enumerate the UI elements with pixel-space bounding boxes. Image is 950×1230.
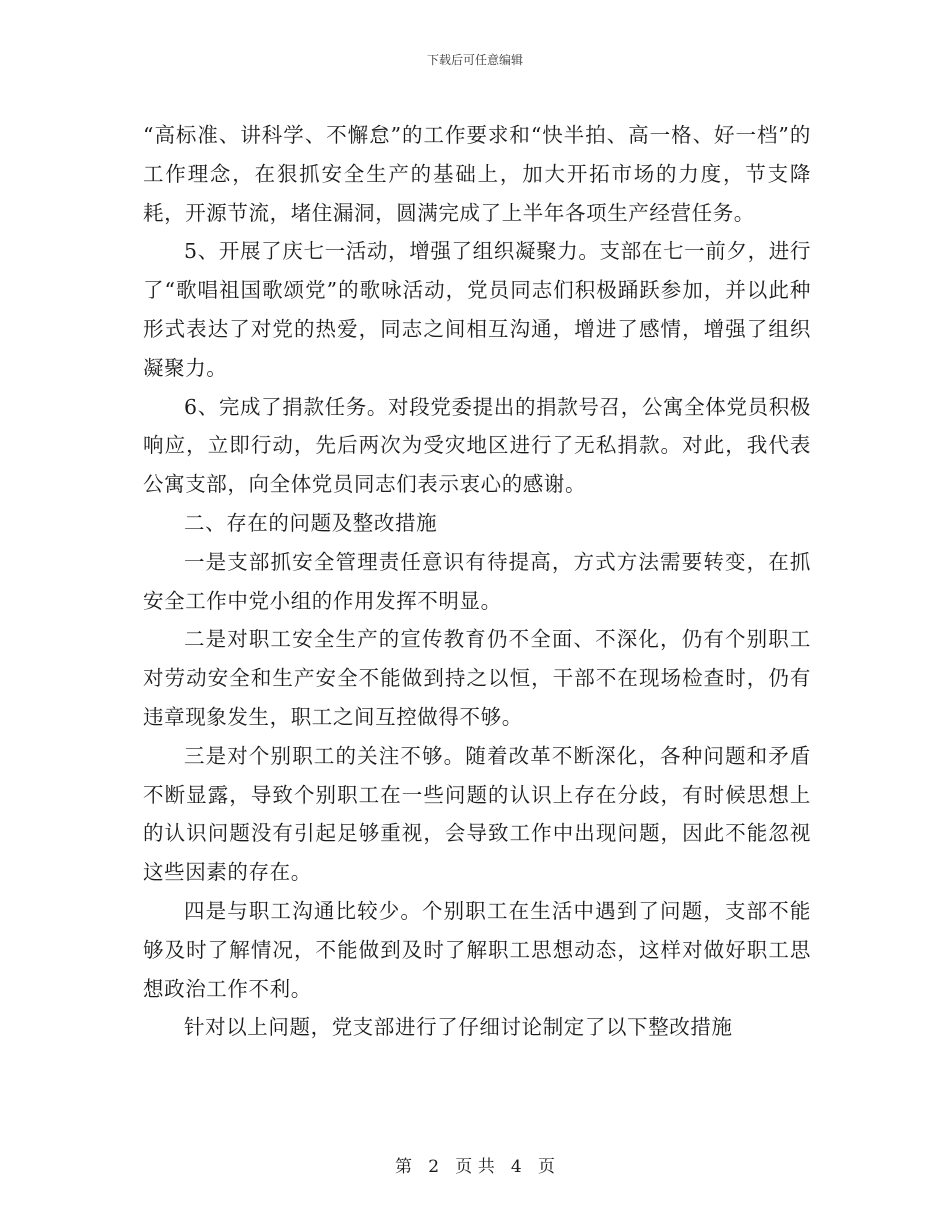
- paragraph-problem-4: 四是与职工沟通比较少。个别职工在生活中遇到了问题，支部不能够及时了解情况，不能做到及时了解职工思想动态，这样对做好职工思想政治工作不利。: [143, 898, 811, 1001]
- paragraph-problem-3: 三是对个别职工的关注不够。随着改革不断深化，各种问题和矛盾不断显露，导致个别职工在一些问题的认识上存在分歧，有时候思想上的认识问题没有引起足够重视，会导致工作中出现问题，因此不能忽视这些因素的存在。: [143, 743, 811, 885]
- page-label-suffix: 页: [537, 1157, 555, 1177]
- paragraph-measures-intro: 针对以上问题，党支部进行了仔细讨论制定了以下整改措施: [184, 1015, 733, 1040]
- section-heading-problems: 二、存在的问题及整改措施: [184, 510, 438, 535]
- paragraph-work-philosophy: “高标准、讲科学、不懈怠”的工作要求和“快半拍、高一格、好一档”的工作理念，在狠抓安全生产的基础上，加大开拓市场的力度，节支降耗，开源节流，堵住漏洞，圆满完成了上半年各项生产经营任务。: [143, 123, 811, 225]
- paragraph-item-6: 6、完成了捐款任务。对段党委提出的捐款号召，公寓全体党员积极响应，立即行动，先后两次为受灾地区进行了无私捐款。对此，我代表公寓支部，向全体党员同志们表示衷心的感谢。: [143, 394, 811, 497]
- header-note: 下载后可任意编辑: [426, 53, 523, 67]
- paragraph-problem-1: 一是支部抓安全管理责任意识有待提高，方式方法需要转变，在抓安全工作中党小组的作用发挥不明显。: [143, 549, 811, 613]
- paragraph-problem-2: 二是对职工安全生产的宣传教育仍不全面、不深化，仍有个别职工对劳动安全和生产安全不能做到持之以恒，干部不在现场检查时，仍有违章现象发生，职工之间互控做得不够。: [143, 627, 811, 729]
- paragraph-item-5: 5、开展了庆七一活动，增强了组织凝聚力。支部在七一前夕，进行了“歌唱祖国歌颂党”的歌咏活动，党员同志们积极踊跃参加，并以此种形式表达了对党的热爱，同志之间相互沟通，增进了感情，增强了组织凝聚力。: [143, 239, 811, 380]
- page-label-middle: 页 共: [455, 1157, 495, 1177]
- document-body: [143, 116, 811, 1047]
- total-page-number: 4: [510, 1157, 522, 1177]
- current-page-number: 2: [428, 1157, 440, 1177]
- page-number-footer: [0, 1156, 950, 1178]
- page-label-prefix: 第: [395, 1157, 413, 1177]
